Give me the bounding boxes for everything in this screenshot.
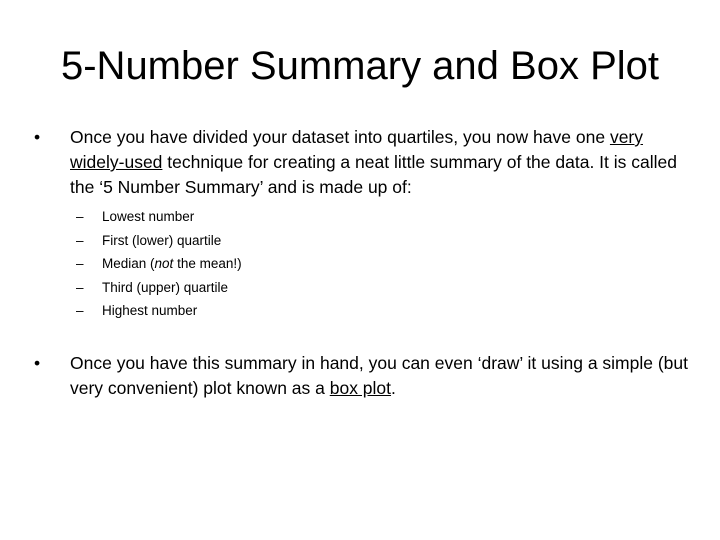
bullet-box-plot (34, 351, 694, 401)
dash-marker: – (76, 209, 84, 224)
underlined-phrase-widely-used: very widely-used (70, 127, 643, 172)
bullet-text-start: Once you have divided your dataset into quartiles, you now have one (70, 127, 610, 147)
list-item-lowest (34, 205, 694, 229)
list-item-highest (34, 299, 694, 323)
bullet-text-end: . (391, 377, 396, 398)
list-item-text: Third (upper) quartile (102, 279, 229, 295)
list-item-median (34, 252, 694, 276)
list-item-third-quartile (34, 276, 694, 300)
five-number-list (34, 205, 694, 323)
italic-word-not: not (154, 256, 174, 271)
bullet-text-start: Once you have this summary in hand, you can even ‘draw’ it using a simple (but very convenient) plot known as a (70, 352, 688, 398)
list-item-text-start: Median ( (102, 256, 155, 271)
list-item-text: First (lower) quartile (102, 232, 222, 248)
bullet-list (34, 125, 694, 401)
list-item-text-end: the mean!) (173, 256, 242, 271)
bullet-quartiles (34, 125, 694, 200)
bullet-marker: • (34, 127, 41, 147)
dash-marker: – (76, 279, 84, 295)
dash-marker: – (76, 232, 84, 248)
list-item-text: Lowest number (102, 209, 195, 224)
bullet-marker: • (34, 352, 41, 373)
dash-marker: – (76, 256, 84, 271)
underlined-phrase-box-plot: box plot (329, 377, 392, 398)
slide-title: 5-Number Summary and Box Plot (60, 44, 659, 88)
list-item-text: Highest number (102, 303, 198, 318)
dash-marker: – (76, 303, 84, 318)
bullet-text-end: technique for creating a neat little summary of the data. It is called the ‘5 Number Summary’ and is made up of: (70, 152, 677, 197)
list-item-first-quartile (34, 229, 694, 253)
